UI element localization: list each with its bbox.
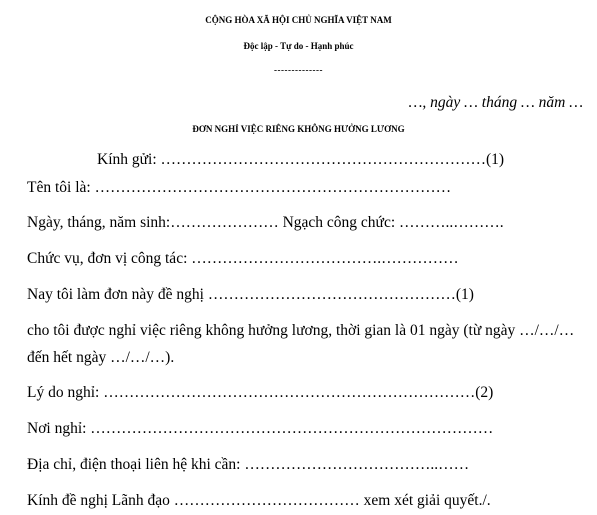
- date-line: …, ngày … tháng … năm …: [408, 94, 583, 111]
- document-title: ĐƠN NGHỈ VIỆC RIÊNG KHÔNG HƯỞNG LƯƠNG: [192, 124, 405, 134]
- request-detail-line-2: đến hết ngày …/…/…).: [27, 349, 175, 366]
- recipient-field: Kính gửi: ………………………………………………………(1): [97, 151, 505, 168]
- motto: Độc lập - Tự do - Hạnh phúc: [243, 41, 354, 51]
- contact-field: Địa chỉ, điện thoại liên hệ khi cần: ………………………………..……: [27, 456, 470, 473]
- birthdate-field: Ngày, tháng, năm sinh:………………… Ngạch công chức: ………..……….: [27, 214, 504, 231]
- request-field: Nay tôi làm đơn này đề nghị …………………………………………(1): [27, 286, 474, 303]
- name-field: Tên tôi là: ……………………………………………………………: [27, 179, 452, 196]
- reason-field: Lý do nghỉ: ………………………………………………………………(2): [27, 384, 494, 401]
- request-detail-line-1: cho tôi được nghỉ việc riêng không hưởng lương, thời gian là 01 ngày (từ ngày …/…/…: [27, 322, 575, 339]
- header-divider: --------------: [274, 65, 323, 75]
- closing-request-field: Kính đề nghị Lãnh đạo ……………………………… xem xét giải quyết./.: [27, 492, 491, 509]
- position-field: Chức vụ, đơn vị công tác: ……………………………….……………: [27, 250, 459, 267]
- country-heading: CỘNG HÒA XÃ HỘI CHỦ NGHĨA VIỆT NAM: [205, 15, 392, 25]
- leave-location-field: Nơi nghỉ: ……………………………………………………………………: [27, 420, 494, 437]
